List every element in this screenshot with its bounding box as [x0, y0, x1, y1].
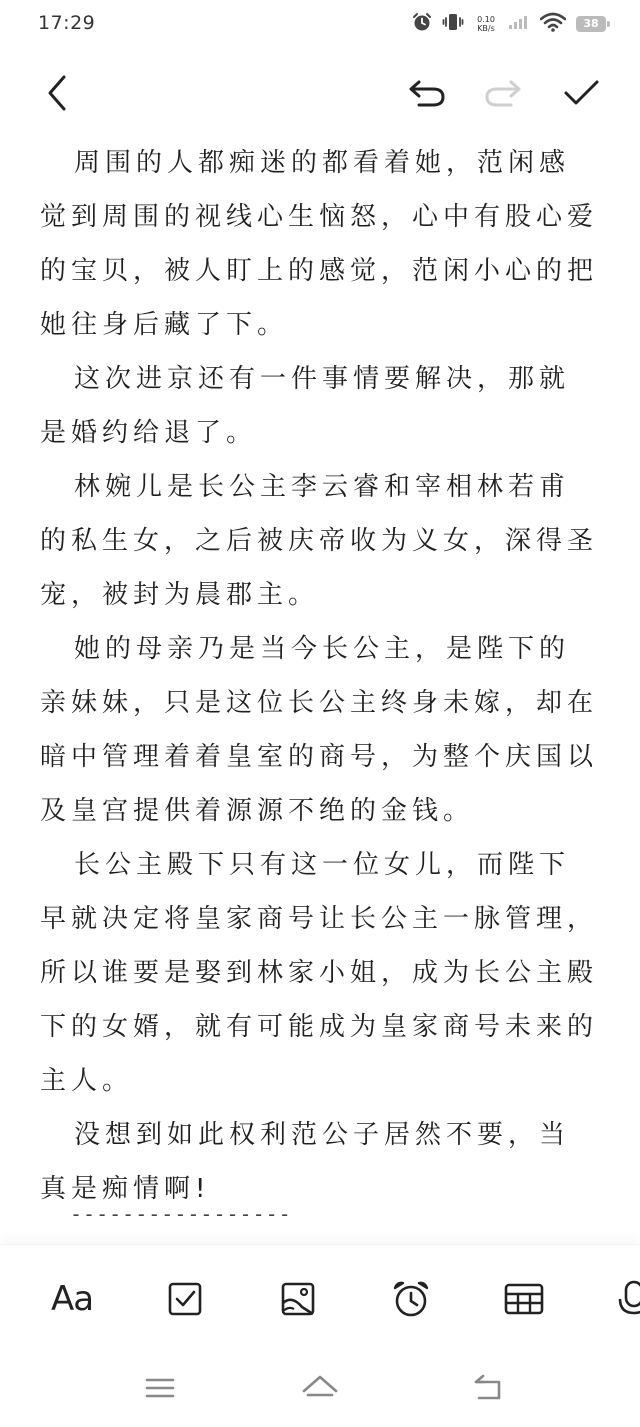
back-button[interactable] [34, 70, 80, 116]
nav-back-button[interactable] [468, 1368, 508, 1408]
redo-icon [483, 76, 523, 110]
checklist-button[interactable] [161, 1275, 209, 1323]
text-style-button[interactable]: Aa [50, 1279, 94, 1319]
vibrate-icon [442, 12, 464, 36]
note-paragraph-4: 她的母亲乃是当今长公主，是陛下的亲妹妹，只是这位长公主终身未嫁，却在暗中管理着着皇室的商号，为整个庆国以及皇宫提供着源源不绝的金钱。 [40, 634, 599, 826]
undo-button[interactable] [404, 70, 450, 116]
status-icons [412, 10, 606, 38]
alarm-status-icon [412, 12, 432, 36]
system-nav-bar [0, 1348, 640, 1427]
cell-signal-icon [508, 14, 530, 34]
menu-icon [145, 1376, 175, 1400]
microphone-icon [616, 1279, 640, 1319]
chevron-left-icon [42, 73, 72, 113]
done-button[interactable] [558, 70, 604, 116]
insert-image-button[interactable] [274, 1275, 322, 1323]
note-paragraph-1: 周围的人都痴迷的都看着她，范闲感觉到周围的视线心生恼怒，心中有股心爱的宝贝，被人盯上的感觉，范闲小心的把她往身后藏了下。 [40, 148, 599, 340]
network-speed-unit: KB/s [477, 24, 495, 33]
format-toolbar [0, 1244, 640, 1349]
note-paragraph-6: 没想到如此权利范公子居然不要，当真是痴情啊! [40, 1120, 571, 1204]
battery-indicator: 38 [576, 16, 606, 32]
image-icon [280, 1281, 316, 1317]
note-body[interactable] [40, 136, 600, 1216]
network-speed-value: 0.10 [477, 15, 495, 24]
network-speed [474, 15, 498, 33]
editor-toolbar [0, 60, 640, 126]
home-button[interactable] [300, 1368, 340, 1408]
home-icon [301, 1373, 339, 1403]
voice-input-button[interactable] [610, 1275, 640, 1323]
dashed-separator: ----------------- [70, 1202, 292, 1226]
note-paragraph-3: 林婉儿是长公主李云睿和宰相林若甫的私生女，之后被庆帝收为义女，深得圣宠，被封为晨郡主。 [40, 472, 599, 610]
insert-table-button[interactable] [500, 1275, 548, 1323]
note-paragraph-2: 这次进京还有一件事情要解决，那就是婚约给退了。 [40, 364, 571, 448]
checkmark-icon [561, 76, 601, 110]
redo-button[interactable] [480, 70, 526, 116]
back-icon [471, 1373, 505, 1403]
checkbox-icon [167, 1281, 203, 1317]
table-icon [504, 1281, 544, 1317]
wifi-icon [540, 12, 566, 36]
alarm-clock-icon [391, 1279, 431, 1319]
undo-icon [407, 76, 447, 110]
status-bar [0, 0, 640, 48]
note-paragraph-5: 长公主殿下只有这一位女儿，而陛下早就决定将皇家商号让长公主一脉管理，所以谁要是娶到林家小姐，成为长公主殿下的女婿，就有可能成为皇家商号未来的主人。 [40, 850, 599, 1096]
status-time: 17:29 [38, 12, 96, 34]
reminder-button[interactable] [387, 1275, 435, 1323]
recent-apps-button[interactable] [140, 1368, 180, 1408]
